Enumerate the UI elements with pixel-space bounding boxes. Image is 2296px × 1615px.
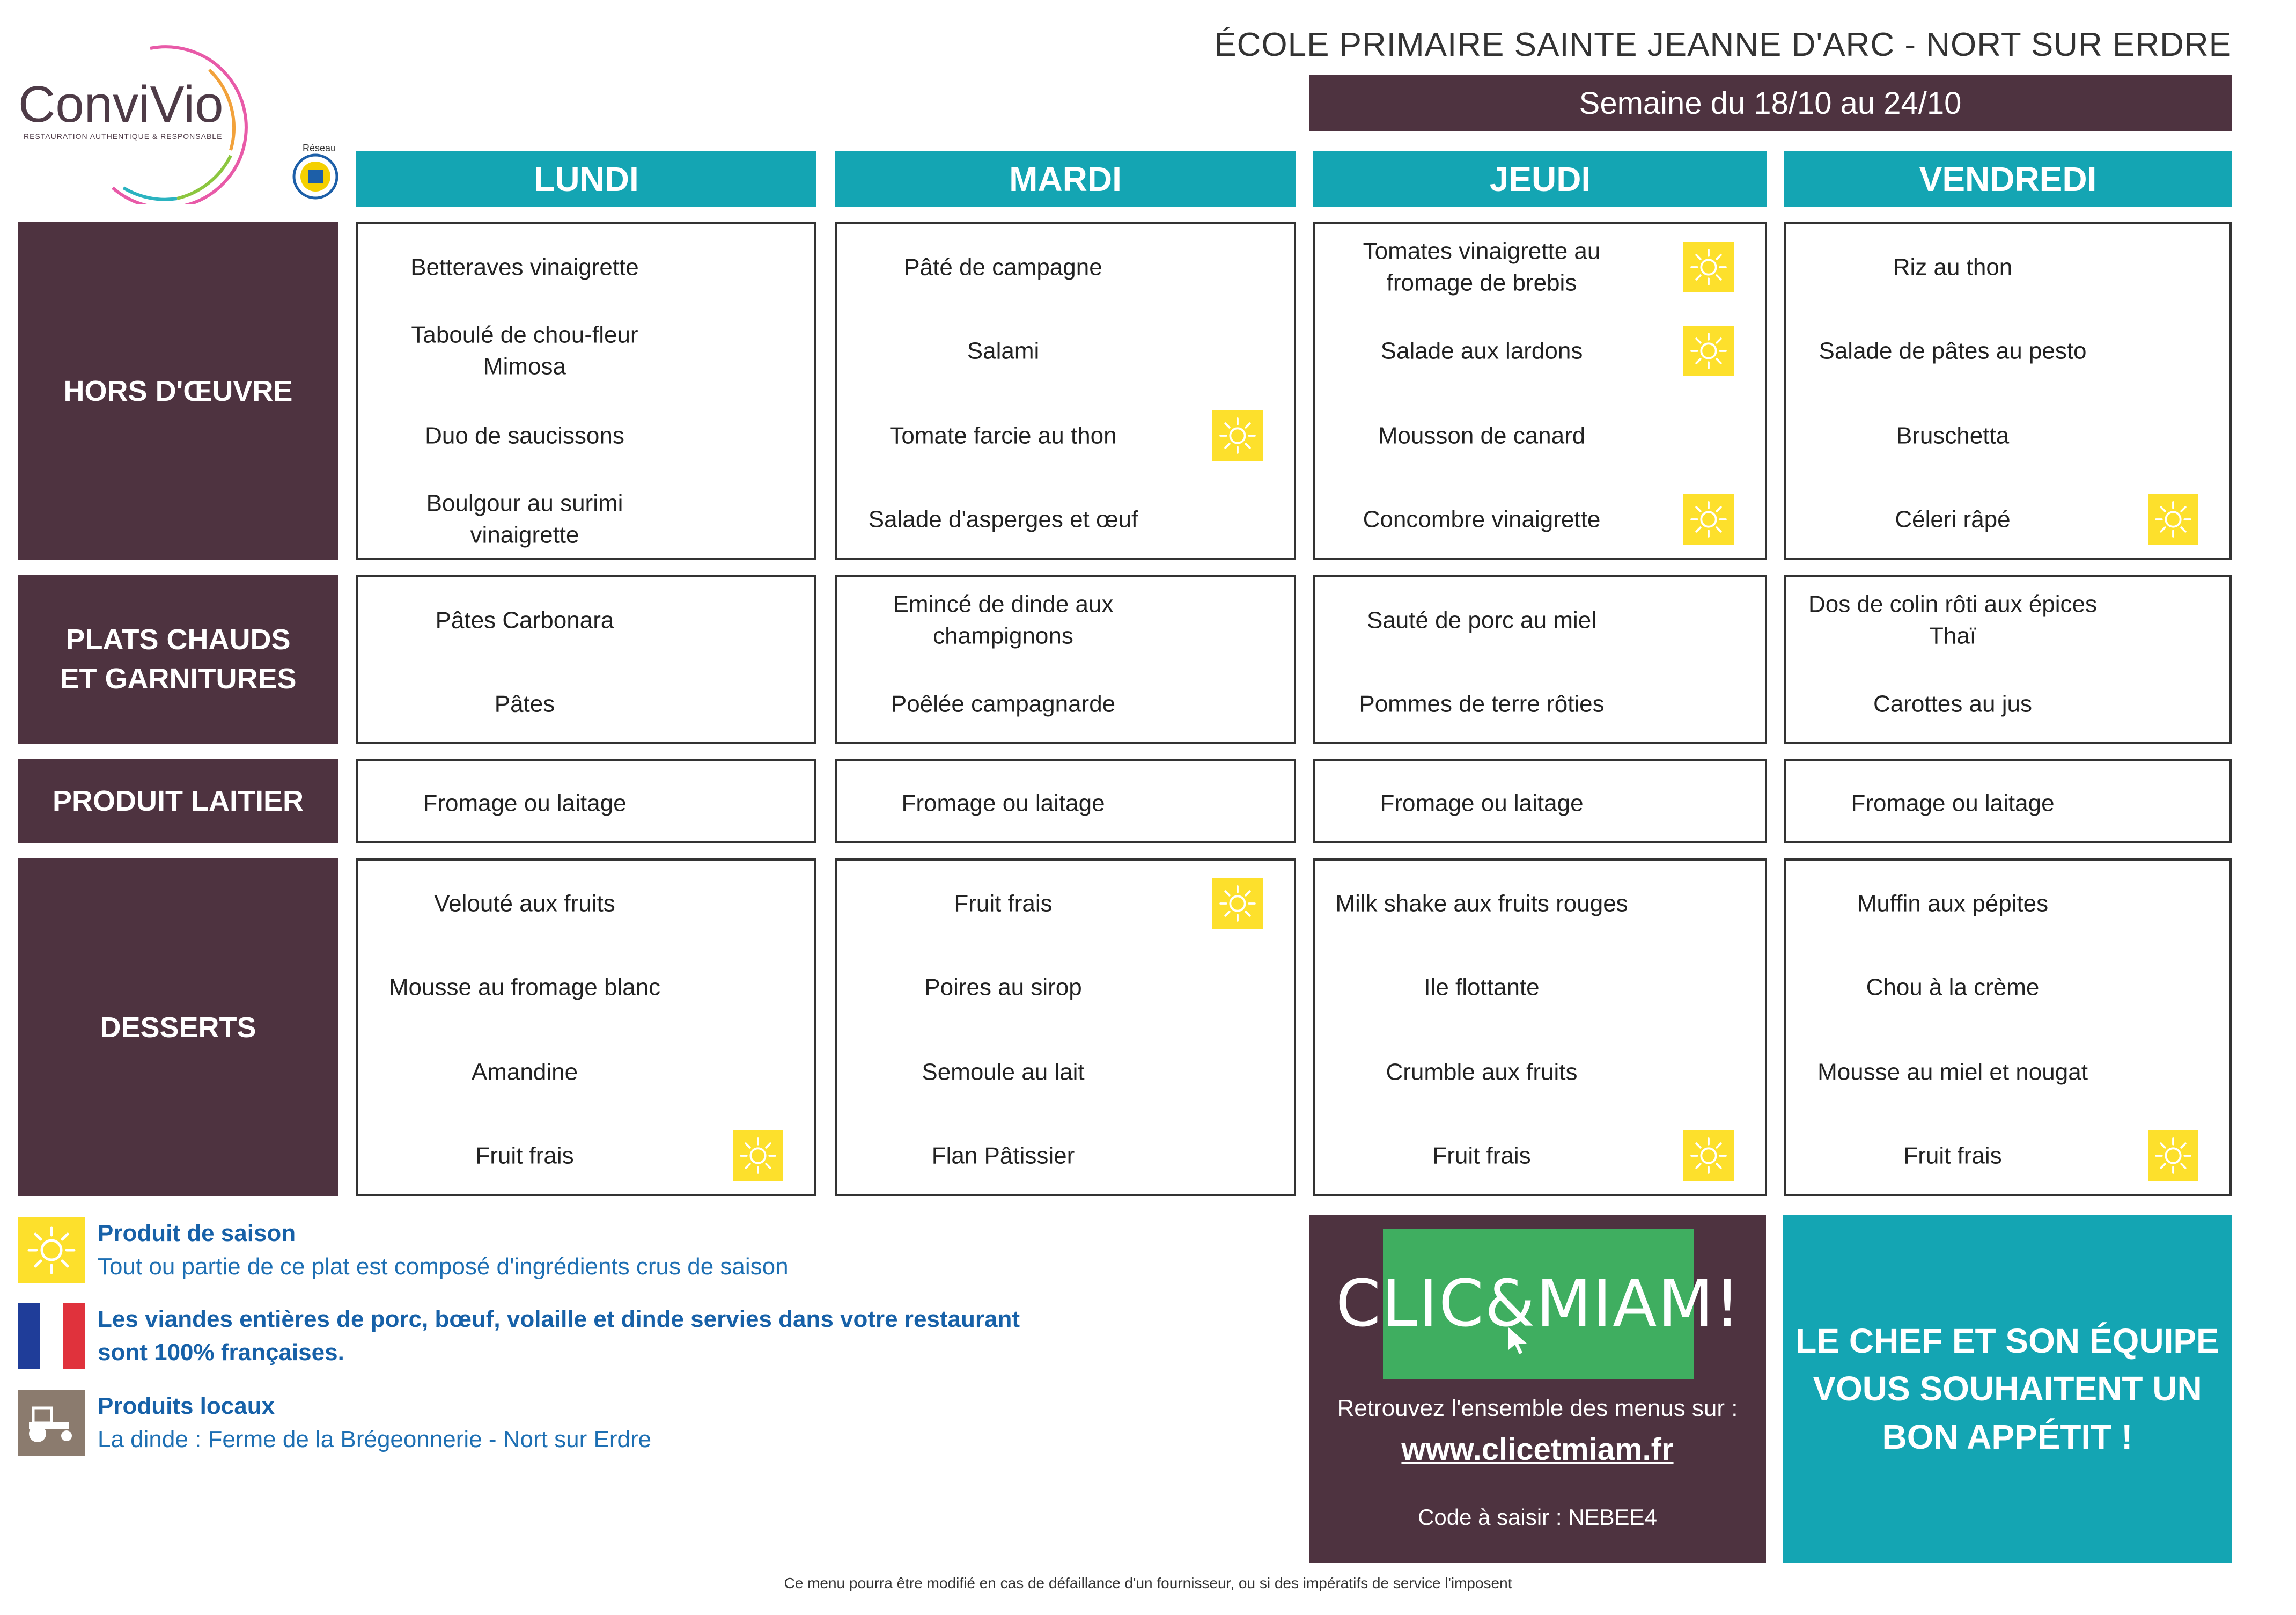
menu-item: Poires au sirop (924, 974, 1082, 1001)
menu-cell-vendredi-laitier (1784, 759, 2232, 843)
menu-item: Duo de saucissons (425, 422, 624, 449)
menu-item: Semoule au lait (922, 1059, 1085, 1085)
sun-icon (2153, 499, 2194, 540)
menu-item: Flan Pâtissier (931, 1142, 1075, 1169)
clicmiam-line1: Retrouvez l'ensemble des menus sur : (1337, 1395, 1738, 1421)
category-desserts (18, 858, 338, 1196)
menu-cell-vendredi-hors (1784, 222, 2232, 560)
menu-item: Pâtes Carbonara (435, 607, 614, 634)
category-label: DESSERTS (100, 1011, 256, 1044)
france-legend-line2: sont 100% françaises. (98, 1339, 344, 1366)
cursor-icon (1505, 1325, 1532, 1357)
sun-icon (1217, 415, 1258, 456)
menu-item: Salade aux lardons (1380, 337, 1583, 364)
local-legend-text (98, 1390, 1117, 1456)
menu-item: Céleri râpé (1895, 506, 2011, 533)
sun-icon (1217, 883, 1258, 924)
season-marker-icon (1212, 410, 1263, 461)
category-produit-laitier (18, 759, 338, 843)
convivio-logo (16, 27, 295, 204)
menu-item: Pâtes (494, 691, 555, 717)
menu-item: Mousse au fromage blanc (388, 974, 661, 1001)
day-header-jeudi: JEUDI (1313, 151, 1767, 207)
sun-icon (1688, 331, 1729, 371)
menu-item: Taboulé de chou-fleur Mimosa (411, 321, 638, 380)
season-legend-desc: Tout ou partie de ce plat est composé d'ingrédients crus de saison (98, 1253, 789, 1280)
chef-message-line1: LE CHEF ET SON ÉQUIPE (1795, 1321, 2219, 1360)
menu-cell-mardi-plats (835, 575, 1296, 744)
clicmiam-code: Code à saisir : NEBEE4 (1418, 1504, 1657, 1530)
network-seal-icon (283, 152, 348, 201)
menu-item: Ile flottante (1424, 974, 1540, 1001)
category-label: PRODUIT LAITIER (53, 784, 304, 817)
category-hors-doeuvre (18, 222, 338, 560)
season-marker-icon (1683, 1130, 1734, 1181)
menu-item: Salade de pâtes au pesto (1819, 337, 2087, 364)
day-header-vendredi: VENDREDI (1784, 151, 2232, 207)
sun-icon (1688, 1135, 1729, 1176)
menu-cell-jeudi-hors (1313, 222, 1767, 560)
menu-item: Mousson de canard (1378, 422, 1586, 449)
menu-cell-jeudi-laitier (1313, 759, 1767, 843)
brand-name: ConviVio (18, 76, 224, 133)
menu-item: Pâté de campagne (904, 254, 1102, 281)
menu-cell-mardi-desserts (835, 858, 1296, 1196)
france-legend-text (98, 1303, 1278, 1369)
menu-item: Betteraves vinaigrette (410, 254, 639, 281)
france-legend-line1: Les viandes entières de porc, bœuf, volaille et dinde servies dans votre restaurant (98, 1306, 1020, 1332)
week-banner: Semaine du 18/10 au 24/10 (1309, 75, 2232, 131)
menu-item: Salade d'asperges et œuf (868, 506, 1138, 533)
season-marker-icon (1683, 494, 1734, 545)
menu-item: Fruit frais (1903, 1142, 2002, 1169)
french-flag-icon (18, 1303, 85, 1369)
menu-item: Fromage ou laitage (1380, 790, 1584, 817)
menu-item: Milk shake aux fruits rouges (1335, 890, 1628, 917)
menu-item: Fruit frais (1432, 1142, 1531, 1169)
menu-item: Fromage ou laitage (1851, 790, 2055, 817)
brand-tagline: RESTAURATION AUTHENTIQUE & RESPONSABLE (24, 132, 223, 141)
menu-item: Tomates vinaigrette au fromage de brebis (1363, 238, 1601, 296)
clicmiam-logo-text: CLIC&MIAM! (1335, 1266, 1742, 1341)
footer-note: Ce menu pourra être modifié en cas de défaillance d'un fournisseur, ou si des impératifs de service l'imposent (784, 1575, 1512, 1591)
category-label: PLATS CHAUDS (65, 623, 291, 656)
menu-item: Chou à la crème (1866, 974, 2040, 1001)
menu-item: Concombre vinaigrette (1363, 506, 1601, 533)
clicmiam-logo[interactable] (1335, 1229, 1742, 1379)
menu-item: Crumble aux fruits (1386, 1059, 1578, 1085)
menu-item: Carottes au jus (1873, 691, 2032, 717)
menu-item: Dos de colin rôti aux épices Thaï (1808, 591, 2098, 649)
season-marker-icon (1683, 242, 1734, 292)
menu-item: Boulgour au surimi vinaigrette (426, 490, 623, 548)
menu-cell-vendredi-desserts (1784, 858, 2232, 1196)
menu-item: Fromage ou laitage (423, 790, 627, 817)
season-marker-icon (1683, 326, 1734, 376)
season-marker-icon (733, 1130, 783, 1181)
day-header-mardi: MARDI (835, 151, 1296, 207)
menu-item: Salami (967, 337, 1040, 364)
sun-icon (738, 1135, 778, 1176)
season-marker-icon (2148, 494, 2198, 545)
menu-item: Velouté aux fruits (434, 890, 615, 917)
menu-item: Bruschetta (1896, 422, 2010, 449)
chef-message-panel (1783, 1215, 2232, 1563)
menu-cell-mardi-hors (835, 222, 1296, 560)
sun-icon (2153, 1135, 2194, 1176)
menu-cell-mardi-laitier (835, 759, 1296, 843)
menu-cell-lundi-desserts (356, 858, 816, 1196)
local-legend-desc: La dinde : Ferme de la Brégeonnerie - Nort sur Erdre (98, 1426, 652, 1452)
network-label: Réseau (303, 143, 336, 153)
menu-cell-lundi-laitier (356, 759, 816, 843)
tractor-icon (18, 1390, 85, 1456)
network-badge (283, 143, 348, 202)
school-title: ÉCOLE PRIMAIRE SAINTE JEANNE D'ARC - NORT SUR ERDRE (1214, 26, 2232, 63)
season-legend-title: Produit de saison (98, 1220, 296, 1246)
menu-item: Pommes de terre rôties (1359, 691, 1605, 717)
category-label: HORS D'ŒUVRE (63, 375, 293, 407)
menu-item: Emincé de dinde aux champignons (893, 591, 1114, 649)
menu-cell-jeudi-desserts (1313, 858, 1767, 1196)
menu-item: Muffin aux pépites (1857, 890, 2049, 917)
menu-item: Sauté de porc au miel (1366, 607, 1597, 634)
season-legend-text (98, 1217, 1117, 1283)
menu-item: Amandine (471, 1059, 578, 1085)
chef-message-line2: VOUS SOUHAITENT UN (1813, 1369, 2202, 1408)
menu-item: Riz au thon (1893, 254, 2013, 281)
menu-item: Poêlée campagnarde (891, 691, 1116, 717)
menu-item: Fruit frais (954, 890, 1053, 917)
day-header-lundi: LUNDI (356, 151, 816, 207)
menu-cell-vendredi-plats (1784, 575, 2232, 744)
season-legend-icon (18, 1217, 85, 1283)
sun-icon (1688, 247, 1729, 288)
category-plats (18, 575, 338, 744)
clicmiam-url[interactable]: www.clicetmiam.fr (1401, 1432, 1674, 1467)
local-legend-title: Produits locaux (98, 1393, 275, 1419)
menu-cell-lundi-plats (356, 575, 816, 744)
menu-item: Tomate farcie au thon (889, 422, 1117, 449)
sun-icon (25, 1223, 78, 1277)
menu-cell-lundi-hors (356, 222, 816, 560)
season-marker-icon (2148, 1130, 2198, 1181)
chef-message-line3: BON APPÉTIT ! (1882, 1417, 2133, 1456)
sun-icon (1688, 499, 1729, 540)
season-marker-icon (1212, 878, 1263, 929)
menu-cell-jeudi-plats (1313, 575, 1767, 744)
menu-item: Fruit frais (475, 1142, 574, 1169)
menu-item: Fromage ou laitage (901, 790, 1105, 817)
category-label: ET GARNITURES (60, 663, 297, 695)
menu-item: Mousse au miel et nougat (1817, 1059, 2088, 1085)
